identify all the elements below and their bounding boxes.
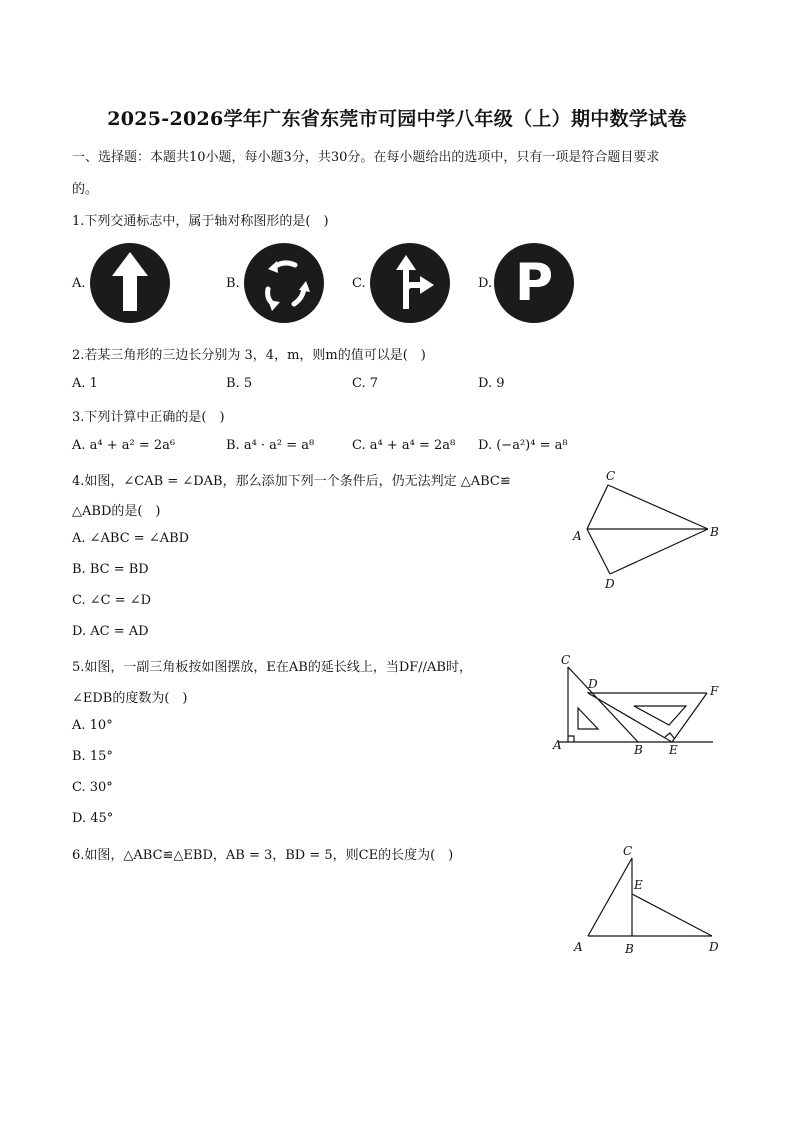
q4-option-d: D. AC = AD <box>72 624 149 639</box>
q2-option-a: A. 1 <box>72 376 98 391</box>
roundabout-sign-icon <box>244 243 324 323</box>
q3-option-a: A. a⁴ + a² = 2a⁶ <box>72 438 176 453</box>
q6-label-c: C <box>623 844 633 858</box>
q4-label-b: B <box>710 525 719 539</box>
q5-label-f: F <box>710 684 719 698</box>
question-1-stem: 1.下列交通标志中，属于轴对称图形的是( ) <box>72 214 329 229</box>
q5-figure <box>548 650 728 760</box>
question-4-stem-line2: △ABD的是( ) <box>72 504 161 519</box>
question-5-stem-line2: ∠EDB的度数为( ) <box>72 691 188 706</box>
q3-option-d: D. (−a²)⁴ = a⁸ <box>478 438 568 453</box>
straight-arrow-sign-icon <box>90 243 170 323</box>
q3-option-c: C. a⁴ + a⁴ = 2a⁸ <box>352 438 456 453</box>
q1-option-b-label: B. <box>226 276 240 291</box>
q5-label-c: C <box>561 653 571 667</box>
q2-option-d: D. 9 <box>478 376 505 391</box>
question-2-stem: 2.若某三角形的三边长分别为 3，4，m，则m的值可以是( ) <box>72 348 426 363</box>
section-instructions-line2: 的。 <box>72 182 99 197</box>
q5-label-b: B <box>634 743 643 757</box>
page-title: 2025-2026学年广东省东莞市可园中学八年级（上）期中数学试卷 <box>107 108 687 130</box>
question-4-stem-line1: 4.如图，∠CAB = ∠DAB，那么添加下列一个条件后，仍无法判定 △ABC≌ <box>72 474 511 489</box>
q6-label-d: D <box>709 940 719 954</box>
q5-label-e: E <box>669 743 678 757</box>
q4-option-c: C. ∠C = ∠D <box>72 593 152 608</box>
q4-label-c: C <box>606 469 616 483</box>
q5-option-c: C. 30° <box>72 780 113 795</box>
q2-option-b: B. 5 <box>226 376 253 391</box>
q5-option-b: B. 15° <box>72 749 113 764</box>
q5-option-a: A. 10° <box>72 718 113 733</box>
question-5-stem-line1: 5.如图，一副三角板按如图摆放，E在AB的延长线上，当DF//AB时， <box>72 660 472 675</box>
question-3-stem: 3.下列计算中正确的是( ) <box>72 410 225 425</box>
q4-option-a: A. ∠ABC = ∠ABD <box>72 531 190 546</box>
q4-option-b: B. BC = BD <box>72 562 149 577</box>
question-6-stem: 6.如图，△ABC≌△EBD，AB = 3，BD = 5，则CE的长度为( ) <box>72 848 454 863</box>
q1-option-d-label: D. <box>478 276 493 291</box>
q5-label-a: A <box>553 738 562 752</box>
q6-label-e: E <box>634 878 643 892</box>
q5-option-d: D. 45° <box>72 811 114 826</box>
q6-label-a: A <box>574 940 583 954</box>
parking-letter: P <box>514 253 554 313</box>
q6-label-b: B <box>625 942 634 956</box>
section-instructions-line1: 一、选择题：本题共10小题，每小题3分，共30分。在每小题给出的选项中，只有一项是符合题目要求 <box>72 150 660 165</box>
q1-option-c-label: C. <box>352 276 366 291</box>
straight-or-right-sign-icon <box>370 243 450 323</box>
q4-figure <box>560 466 740 594</box>
q5-label-d: D <box>588 677 598 691</box>
q4-label-a: A <box>573 529 582 543</box>
q4-label-d: D <box>605 577 615 591</box>
q6-figure <box>566 840 736 960</box>
q3-option-b: B. a⁴ · a² = a⁸ <box>226 438 315 453</box>
q1-option-a-label: A. <box>72 276 86 291</box>
q2-option-c: C. 7 <box>352 376 379 391</box>
parking-sign-icon <box>494 243 574 323</box>
